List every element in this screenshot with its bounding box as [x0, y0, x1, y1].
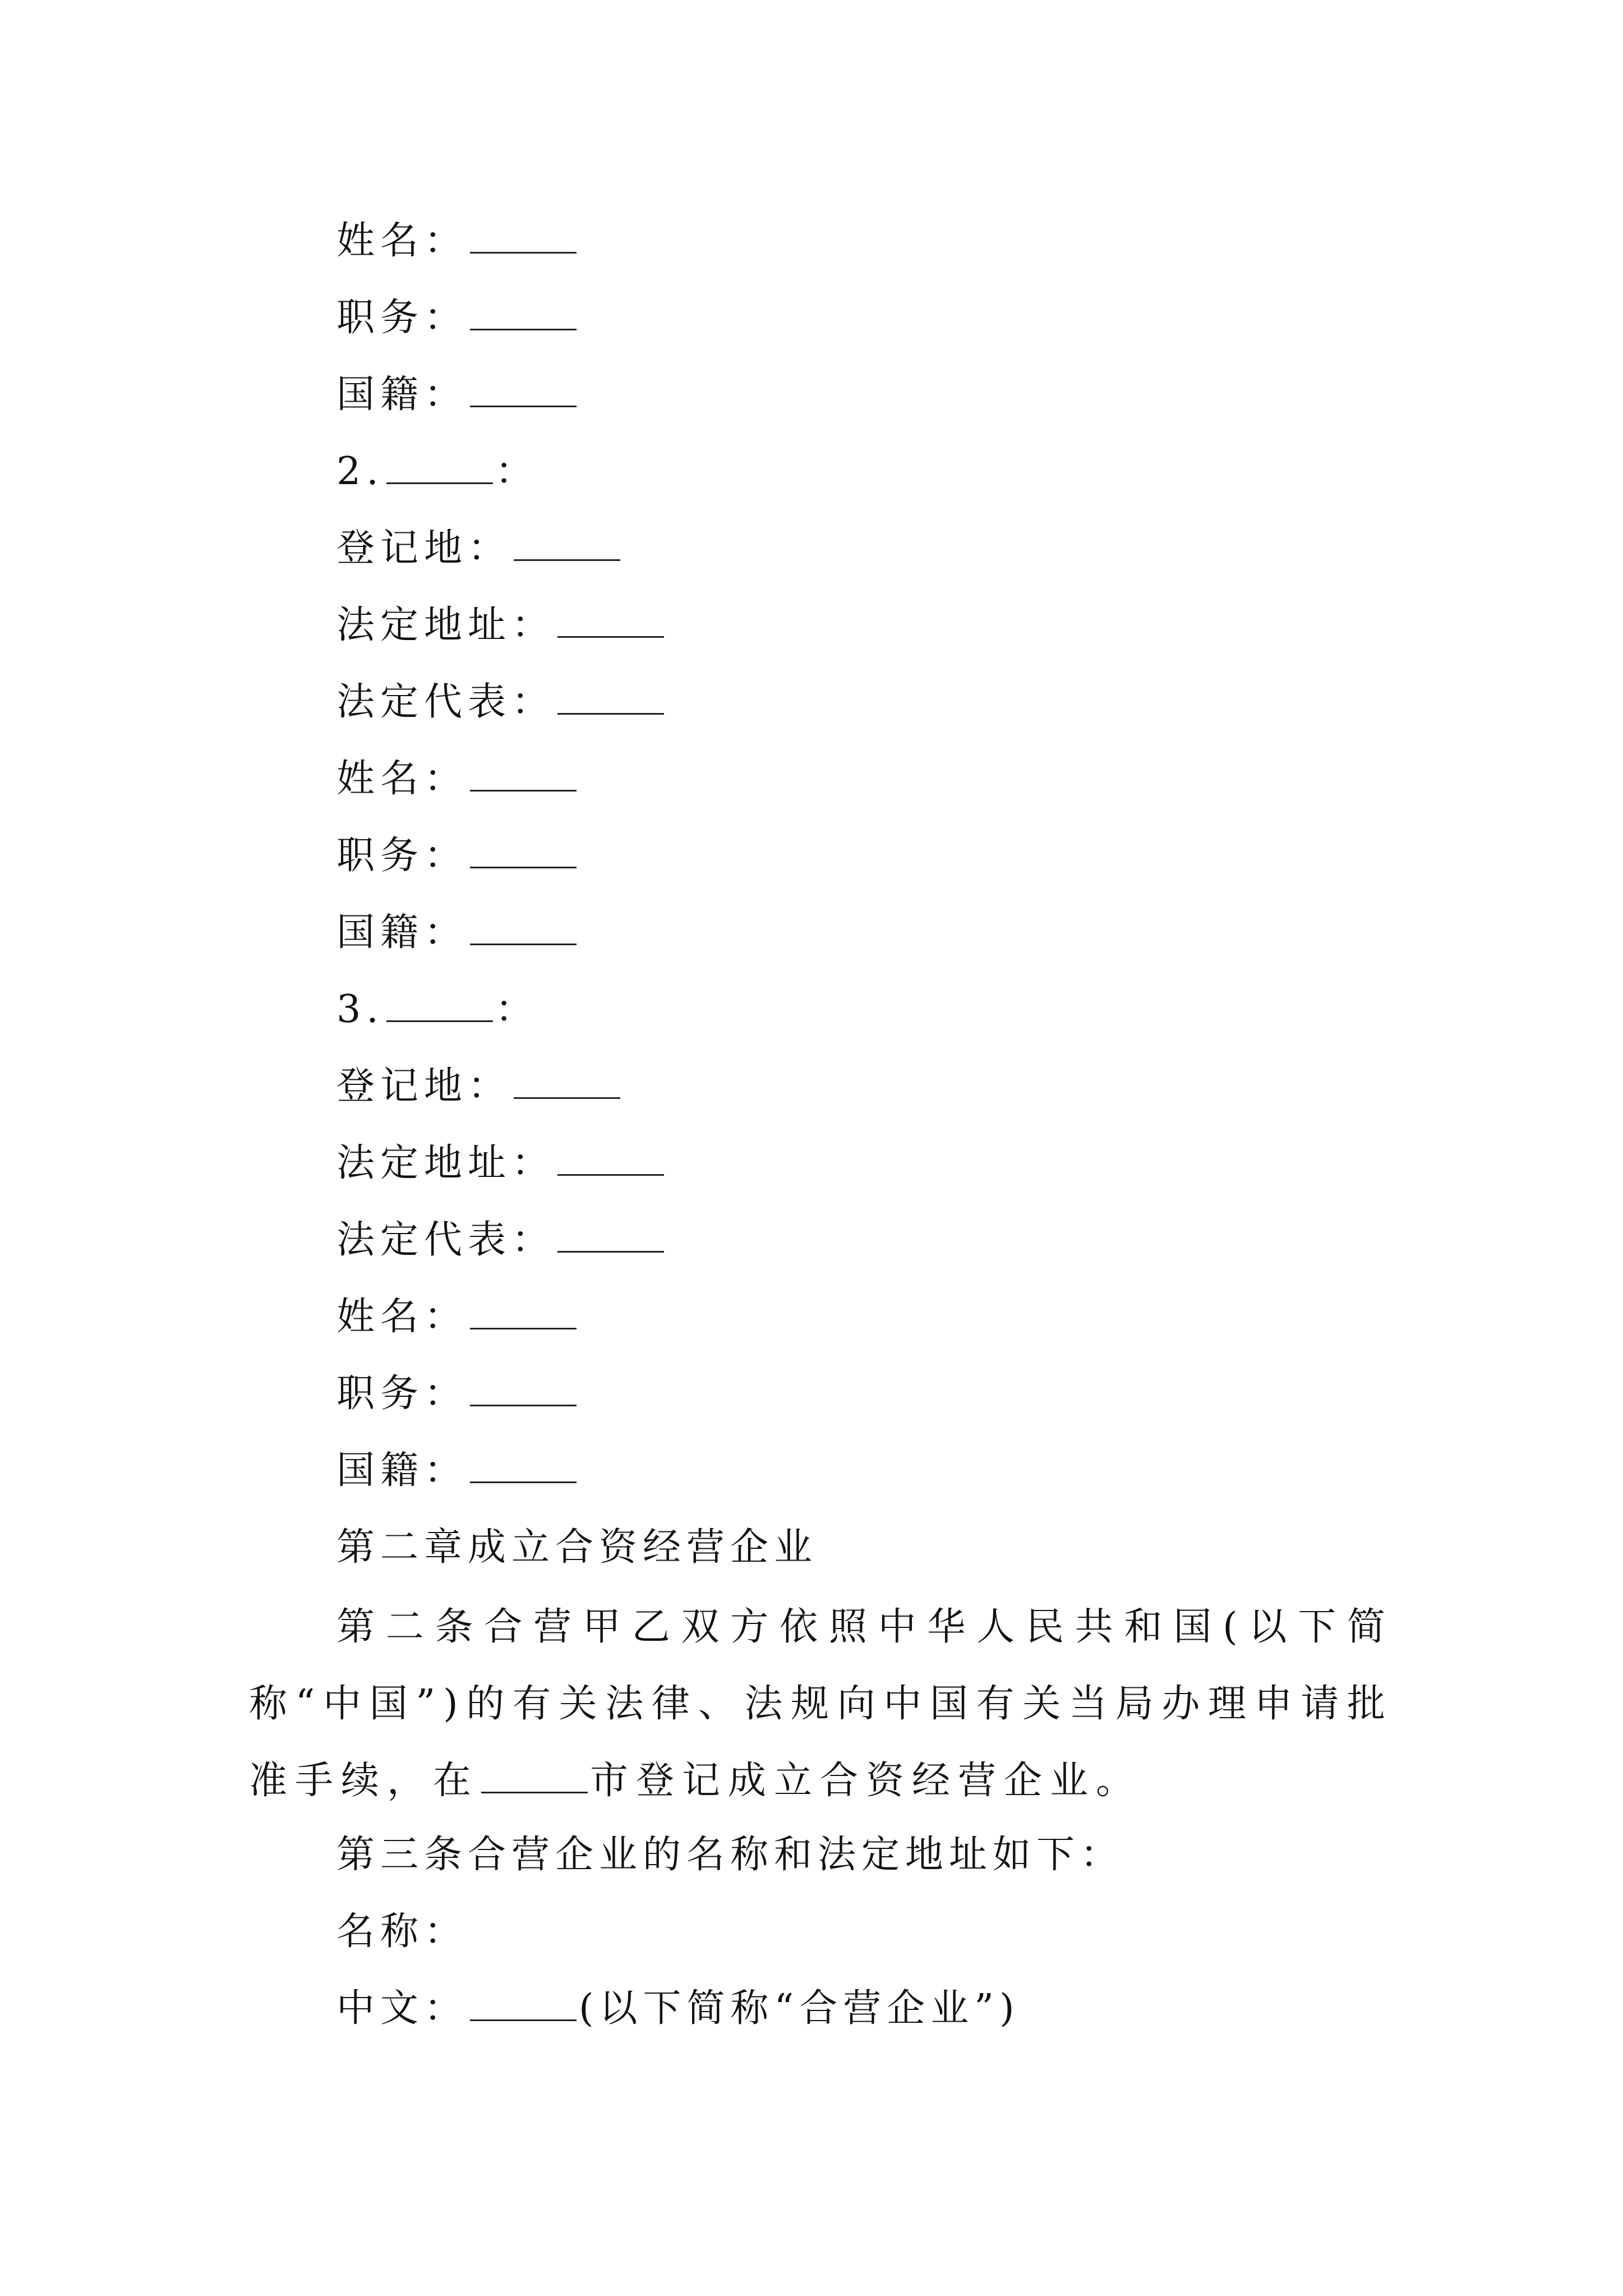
position-blank[interactable] — [470, 836, 577, 868]
chapter-heading — [336, 1525, 818, 1570]
rep-label: 法定代表： — [336, 1218, 556, 1262]
name-label: 姓名： — [336, 757, 468, 801]
party1-rep-name-line — [336, 219, 579, 264]
position-blank[interactable] — [470, 298, 577, 330]
nationality-blank[interactable] — [470, 375, 577, 407]
name-label: 姓名： — [336, 219, 468, 263]
address-blank[interactable] — [557, 1144, 664, 1176]
party3-number: 3. — [336, 987, 384, 1032]
position-label: 职务： — [336, 296, 468, 340]
name-label: 姓名： — [336, 1295, 468, 1339]
party2-rep-line — [336, 680, 666, 725]
name-blank[interactable] — [470, 760, 577, 792]
nationality-blank[interactable] — [470, 913, 577, 945]
party1-rep-position-line — [336, 296, 579, 341]
party3-name-line — [336, 1295, 579, 1340]
party3-nationality-line — [336, 1448, 579, 1493]
rep-blank[interactable] — [557, 683, 664, 715]
position-blank[interactable] — [470, 1374, 577, 1406]
article-2-paragraph — [249, 1589, 1393, 1819]
registration-label: 登记地： — [336, 1064, 512, 1108]
chinese-suffix: (以下简称“合营企业”) — [579, 1986, 1020, 2031]
registration-label: 登记地： — [336, 526, 512, 570]
chinese-name-blank[interactable] — [470, 1989, 577, 2021]
party3-heading-line — [336, 987, 539, 1032]
party2-registration-line — [336, 526, 623, 571]
party3-position-line — [336, 1372, 579, 1416]
chinese-name-line — [336, 1986, 1020, 2031]
article-3-text: 第三条合营企业的名称和法定地址如下： — [336, 1833, 1124, 1877]
party3-rep-line — [336, 1218, 666, 1263]
registration-blank[interactable] — [514, 1067, 620, 1099]
party3-address-line — [336, 1141, 666, 1186]
address-label: 法定地址： — [336, 1141, 556, 1185]
party2-name-line — [336, 757, 579, 802]
address-blank[interactable] — [557, 606, 664, 638]
chinese-label: 中文： — [336, 1986, 468, 2031]
party2-number: 2. — [336, 449, 384, 494]
party2-address-line — [336, 603, 666, 648]
nationality-blank[interactable] — [470, 1451, 577, 1483]
article-2-text-a: 第二条合营甲乙双方依照中华人民共和国(以下简称“中国”)的有关法律、法规向中国有关当局办理申请批准手续，在 — [249, 1605, 1393, 1803]
party2-position-line — [336, 834, 579, 878]
article-2-text-b: 市登记成立合资经营企业。 — [590, 1759, 1142, 1803]
party2-name-blank[interactable] — [386, 452, 493, 484]
address-label: 法定地址： — [336, 603, 556, 647]
party2-colon: ： — [495, 449, 539, 494]
name-blank[interactable] — [470, 222, 577, 254]
party3-name-blank[interactable] — [386, 990, 493, 1022]
nationality-label: 国籍： — [336, 372, 468, 417]
name-heading-line — [336, 1910, 468, 1954]
company-name-label: 名称： — [336, 1910, 468, 1954]
party1-rep-nationality-line — [336, 372, 579, 417]
rep-blank[interactable] — [557, 1221, 664, 1253]
name-blank[interactable] — [470, 1297, 577, 1329]
party3-colon: ： — [495, 987, 539, 1032]
city-blank[interactable] — [481, 1761, 588, 1793]
nationality-label: 国籍： — [336, 910, 468, 955]
party2-nationality-line — [336, 910, 579, 955]
rep-label: 法定代表： — [336, 680, 556, 724]
party2-heading-line — [336, 449, 539, 494]
party3-registration-line — [336, 1064, 623, 1109]
nationality-label: 国籍： — [336, 1448, 468, 1493]
registration-blank[interactable] — [514, 529, 620, 561]
position-label: 职务： — [336, 834, 468, 878]
article-3-line — [336, 1833, 1124, 1878]
chapter-heading-text: 第二章成立合资经营企业 — [336, 1525, 818, 1570]
position-label: 职务： — [336, 1372, 468, 1416]
